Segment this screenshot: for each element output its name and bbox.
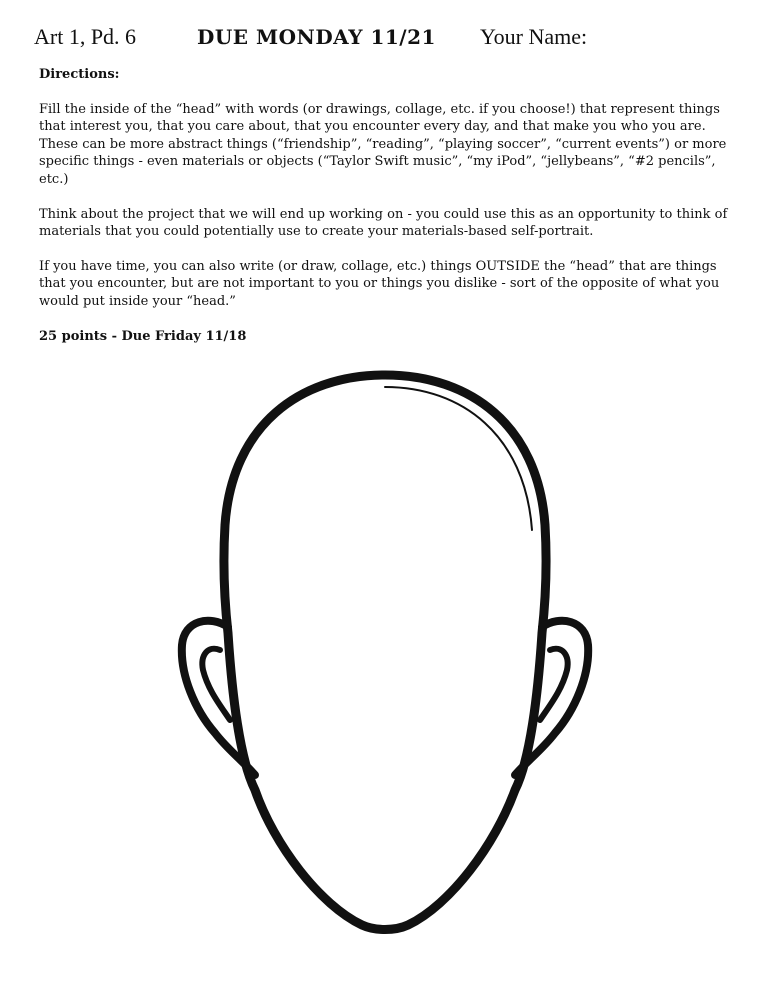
directions-paragraph-3: If you have time, you can also write (or draw, collage, etc.) things OUTSIDE the “head” that are things that you encounter, but are not important to you or things you dislike - sort of the opposite of what you would put inside your “head.” [39, 258, 720, 309]
points-due-line: 25 points - Due Friday 11/18 [39, 328, 247, 344]
directions-section [39, 66, 744, 362]
head-inner-line [385, 387, 532, 530]
directions-paragraph-2: Think about the project that we will end up working on - you could use this as an opportunity to think of materials that you could potentially use to create your materials-based self-portrait. [39, 206, 728, 240]
page-header [34, 24, 754, 56]
due-date-title: DUE MONDAY 11/21 [197, 25, 436, 49]
name-label: Your Name: [480, 24, 588, 49]
directions-label: Directions: [39, 67, 120, 82]
directions-paragraph-1: Fill the inside of the “head” with words (or drawings, collage, etc. if you choose!) that represent things that interest you, that you care about, that you encounter every day, and that make you who you are. These can be more abstract things (“friendship”, “reading”, “playing soccer”, “current events”) or more specific things - even materials or objects (“Taylor Swift music”, “my iPod”, “jellybeans”, “#2 pencils”, etc.) [39, 101, 727, 187]
class-info: Art 1, Pd. 6 [34, 24, 137, 49]
head-outline-drawing [170, 365, 600, 940]
head-outline [224, 375, 546, 930]
